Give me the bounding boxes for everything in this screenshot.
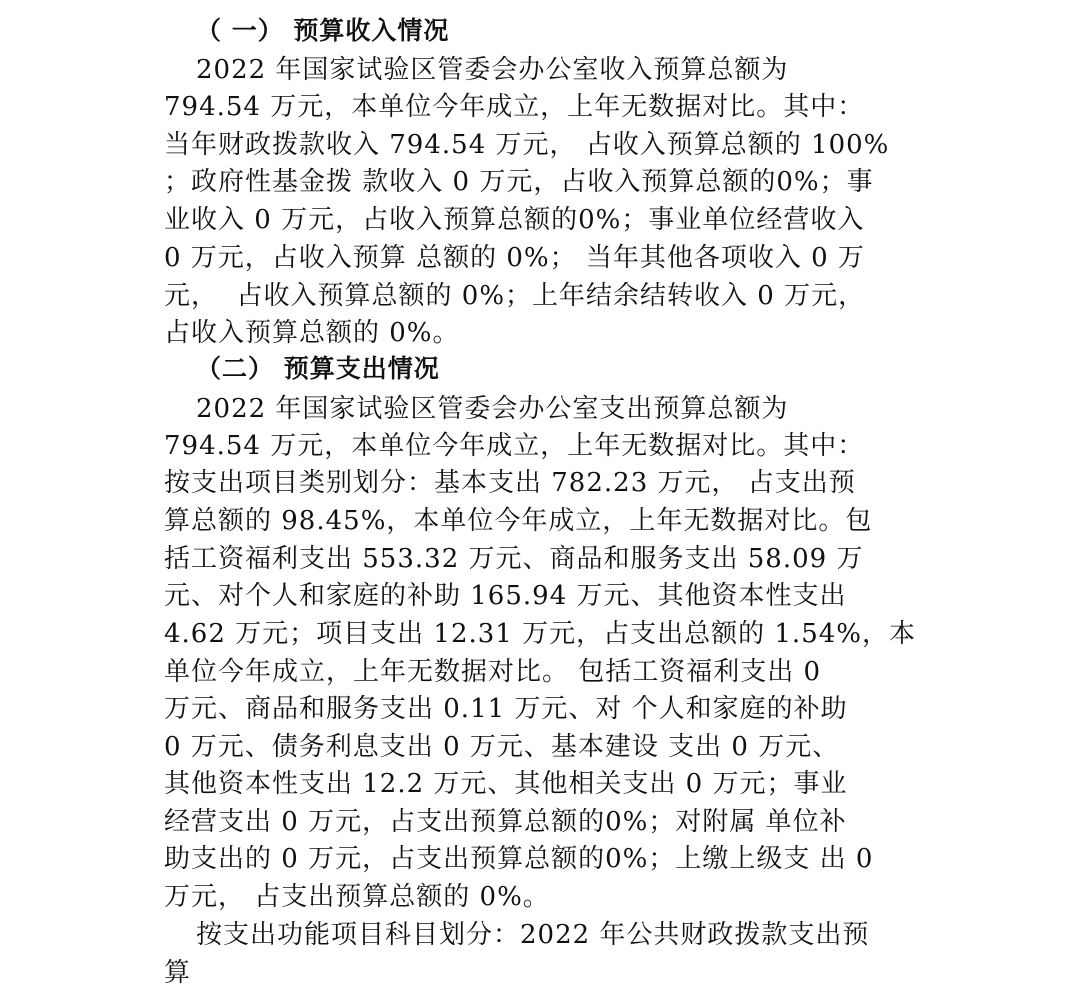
paragraph-line: 括工资福利支出 553.32 万元、商品和服务支出 58.09 万	[164, 544, 864, 574]
paragraph-line: 其他资本性支出 12.2 万元、其他相关支出 0 万元；事业	[164, 769, 848, 799]
paragraph-line: 元、对个人和家庭的补助 165.94 万元、其他资本性支出	[164, 581, 847, 611]
paragraph-line: 算总额的 98.45%，本单位今年成立，上年无数据对比。包	[164, 506, 873, 536]
paragraph-line: 4.62 万元；项目支出 12.31 万元，占支出总额的 1.54%，本	[164, 619, 916, 649]
paragraph-line: 算	[164, 958, 192, 988]
section-heading-income: （ 一） 预算收入情况	[196, 16, 450, 45]
paragraph-line: 万元、商品和服务支出 0.11 万元、对 个人和家庭的补助	[164, 694, 848, 724]
paragraph-line: 元， 占收入预算总额的 0%；上年结余结转收入 0 万元，	[164, 281, 866, 311]
paragraph-line: 万元， 占支出预算总额的 0%。	[164, 882, 550, 912]
paragraph-line: 按支出功能项目科目划分：2022 年公共财政拨款支出预	[196, 920, 870, 950]
paragraph-line: 2022 年国家试验区管委会办公室收入预算总额为	[196, 55, 789, 85]
paragraph-line: 0 万元、债务利息支出 0 万元、基本建设 支出 0 万元、	[164, 732, 840, 762]
paragraph-line: 占收入预算总额的 0%。	[164, 318, 460, 348]
paragraph-line: 794.54 万元，本单位今年成立，上年无数据对比。其中：	[164, 431, 865, 461]
section-heading-expenditure: （二） 预算支出情况	[196, 354, 440, 383]
paragraph-line: 794.54 万元，本单位今年成立，上年无数据对比。其中：	[164, 92, 865, 122]
paragraph-line: 当年财政拨款收入 794.54 万元， 占收入预算总额的 100%	[164, 130, 890, 160]
paragraph-line: ；政府性基金拨 款收入 0 万元，占收入预算总额的0%；事	[164, 167, 874, 197]
paragraph-line: 2022 年国家试验区管委会办公室支出预算总额为	[196, 394, 789, 424]
paragraph-line: 0 万元，占收入预算 总额的 0%； 当年其他各项收入 0 万	[164, 243, 865, 273]
paragraph-line: 助支出的 0 万元，占支出预算总额的0%；上缴上级支 出 0	[164, 844, 874, 874]
paragraph-line: 业收入 0 万元，占收入预算总额的0%；事业单位经营收入	[164, 205, 865, 235]
paragraph-line: 经营支出 0 万元，占支出预算总额的0%；对附属 单位补	[164, 807, 847, 837]
paragraph-line: 单位今年成立，上年无数据对比。 包括工资福利支出 0	[164, 657, 822, 687]
paragraph-line: 按支出项目类别划分：基本支出 782.23 万元， 占支出预	[164, 468, 856, 498]
